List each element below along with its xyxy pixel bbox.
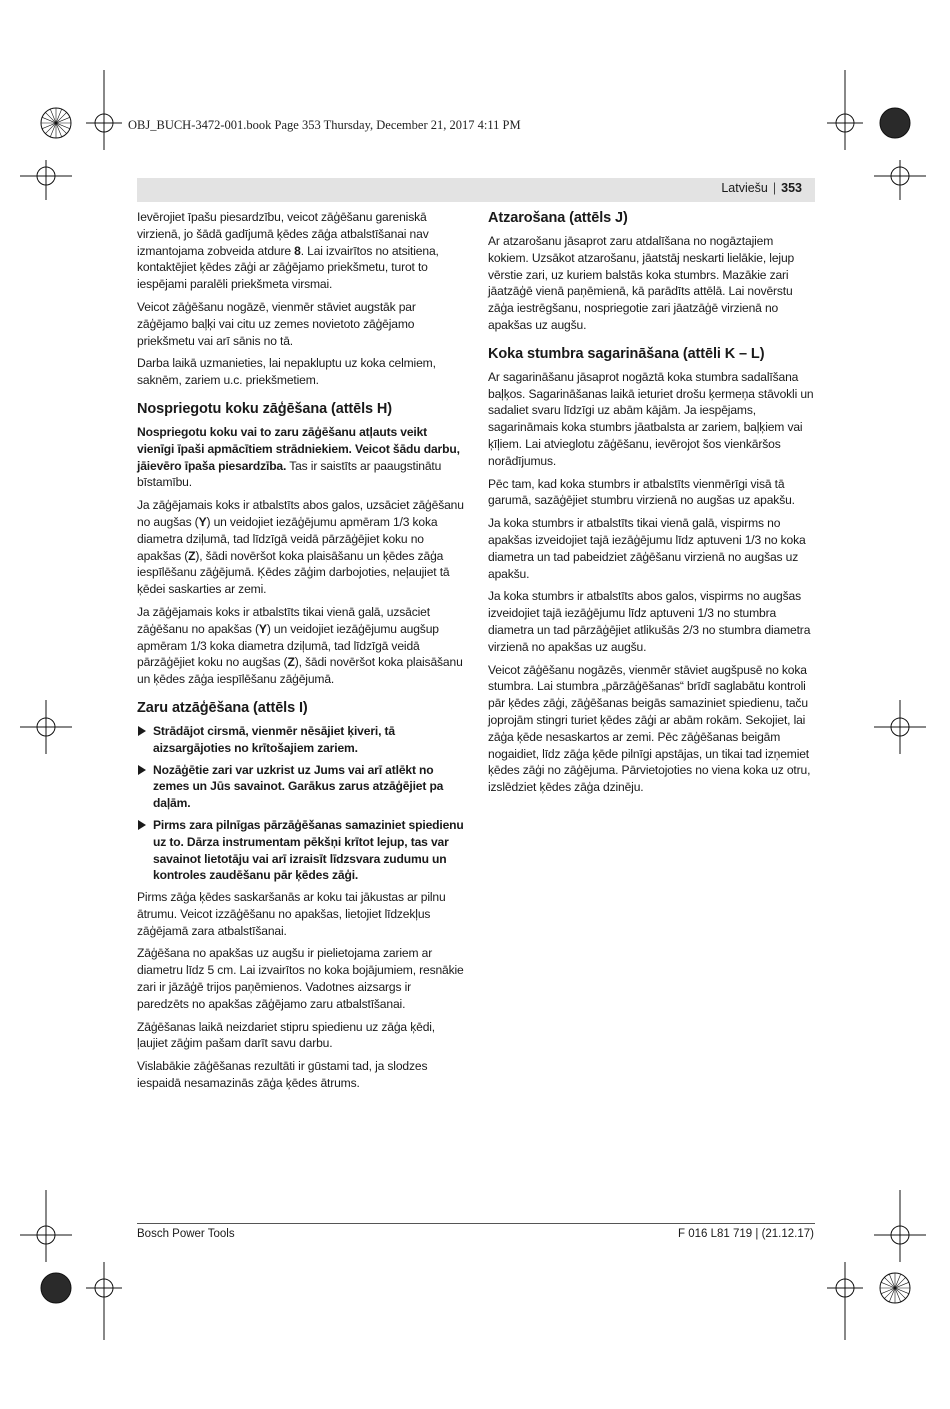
paragraph: Ar atzarošanu jāsaprot zaru atdalīšana no nogāztajiem kokiem. Uzsākot atzarošanu, jāatstāj neskarti lielākie, lejup vērstie zari, uz kuriem balstās koka stumbrs. Mazākie zari jāatzāģē vienā paņēmienā, kā parādīts attēlā. Lai novērstu zāģa iestrēgšanu, nospriegotie zari jāatzāģē virzienā no apakšas uz augšu.	[488, 234, 795, 332]
paragraph: Darba laikā uzmanieties, lai nepakluptu uz koka celmiem, saknēm, zariem u.c. priekšmetiem.	[137, 356, 436, 388]
paragraph: Vislabākie zāģēšanas rezultāti ir gūstami tad, ja slodzes iespaidā nesamazinās zāģa ķēdes ātrums.	[137, 1059, 428, 1091]
header-bar	[137, 178, 815, 202]
paragraph: Veicot zāģēšanu nogāzēs, vienmēr stāviet augšpusē no koka stumbra. Lai stumbra „pārzāģēšanas“ brīdī saglabātu kontroli pār ķēdes zāģi, zāģēšanas beigās samaziniet spiedienu, taču joprojām stingri turiet ķēdes zāģi ar abām rokām. Sekojiet, lai zāģa ķēde nesaskartos ar zemi. Pēc zāģēšanas beigām nogaidiet, līdz zāģa ķēde pilnīgi apstājas, un tikai tad izņemiet ķēdes zāģi no zāģējuma. Pārvietojoties no viena koka uz otru, izslēdziet ķēdes zāģa dzinēju.	[488, 662, 811, 795]
triangle-bullet-icon	[138, 765, 146, 775]
page-header: Latviešu | 353	[721, 181, 802, 195]
paragraph: Ja koka stumbrs ir atbalstīts abos galos, vispirms no augšas izveidojiet tajā iezāģējumu līdz aptuveni 1/3 no stumbra diametra un tad pārzāģējiet atlikušās 2/3 no stumbra diametra virzienā no apakšas uz augšu.	[488, 589, 811, 654]
list-item: Pirms zara pilnīgas pārzāģēšanas samaziniet spiedienu uz to. Dārza instrumentam pēkšņi krītot lejup, tas var savainot lietotāju vai arī izraisīt līdzsvara zudumu un kontroles zaudēšanu pār ķēdes zāģi.	[137, 817, 464, 884]
list-item: Strādājot cirsmā, vienmēr nēsājiet ķiveri, tā aizsargājoties no krītošajiem zariem.	[137, 723, 464, 757]
left-column	[137, 209, 464, 1098]
paragraph: Veicot zāģēšanu nogāzē, vienmēr stāviet augstāk par zāģējamo baļķi vai citu uz zemes novietoto zāģējamo priekšmetu vai arī sānis no tā.	[137, 299, 416, 348]
triangle-bullet-icon	[138, 820, 146, 830]
page-number: 353	[781, 181, 802, 195]
footer-brand: Bosch Power Tools	[137, 1228, 235, 1240]
header-language: Latviešu	[721, 181, 768, 195]
paragraph: Zāģēšana no apakšas uz augšu ir pielietojama zariem ar diametru līdz 5 cm. Lai izvairītos no koka bojājumiem, resnākie zari ir jāzāģē trijos paņēmienos. Vadotnes aizsargs ir paredzēts no apakšas zāģējamo zaru atbalstīšanai.	[137, 946, 464, 1011]
paragraph: Ja zāģējamais koks ir atbalstīts abos galos, uzsāciet zāģēšanu no augšas (Y) un veidojiet iezāģējumu apmēram 1/3 koka diametra dziļumā, tad līdzīgā veidā pārzāģējiet koku no apakšas (Z), šādi novēršot koka plaisāšanu un ķēdes zāģa iespīlēšanu zāģējumā. Ķēdes zāģim darbojoties, neļaujiet tā ķēdei saskarties ar zemi.	[137, 498, 464, 597]
paragraph: Zāģēšanas laikā neizdariet stipru spiedienu uz zāģa ķēdi, ļaujiet zāģim pašam darīt savu darbu.	[137, 1019, 436, 1051]
paragraph: Pirms zāģa ķēdes saskaršanās ar koku tai jākustas ar pilnu ātrumu. Veicot izzāģēšanu no apakšas, lietojiet līdzekļus zāģējamā zara atbalstīšanai.	[137, 890, 446, 938]
footer-rule	[137, 1223, 815, 1224]
print-slug: OBJ_BUCH-3472-001.book Page 353 Thursday, December 21, 2017 4:11 PM	[128, 118, 521, 132]
paragraph: Nospriegotu koku vai to zaru zāģēšanu atļauts veikt vienīgi īpaši apmācītiem strādniekiem. Veicot šādu darbu, jāievēro īpaša piesardzība. Tas ir saistīts ar paaugstinātu bīstamību.	[137, 424, 460, 490]
paragraph: Ja koka stumbrs ir atbalstīts tikai vienā galā, vispirms no apakšas izveidojiet tajā iezāģējumu līdz aptuveni 1/3 no koka diametra un tad pabeidziet zāģēšanu virzienā no augšas uz apakšu.	[488, 516, 806, 581]
footer-doc-id: F 016 L81 719 | (21.12.17)	[678, 1228, 814, 1240]
triangle-bullet-icon	[138, 726, 146, 736]
section-heading: Nospriegotu koku zāģēšana (attēls H)	[137, 400, 393, 417]
paragraph: Ievērojiet īpašu piesardzību, veicot zāģēšanu gareniskā virzienā, jo šādā gadījumā ķēdes zāģa atbalstīšanai nav izmantojama zobveida atdure 8. Lai izvairītos no atsitiena, kontaktējiet ķēdes zāģi ar zāģējamo priekšmetu, turot to iespējami paralēli priekšmeta virsmai.	[137, 210, 439, 292]
paragraph: Pēc tam, kad koka stumbrs ir atbalstīts vienmērīgi visā tā garumā, sazāģējiet stumbru virzienā no augšas uz apakšu.	[488, 476, 795, 508]
warning-list	[137, 723, 464, 884]
section-heading: Zaru atzāģēšana (attēls I)	[137, 699, 308, 716]
paragraph: Ar sagarināšanu jāsaprot nogāztā koka stumbra sadalīšana baļķos. Sagarināšanas laikā ieturiet drošu ķermeņa stāvokli un sadaliet svaru līdzīgi uz abām kājām. Ja iespējams, sagarināmais koka stumbrs jāatbalsta ar zariem, baļķiem vai ķīļiem. Lai atvieglotu zāģēšanu, ievērojot šos vienkāršos norādījumus.	[488, 369, 814, 468]
section-heading: Atzarošana (attēls J)	[488, 210, 628, 226]
right-column	[488, 209, 815, 802]
paragraph: Ja zāģējamais koks ir atbalstīts tikai vienā galā, uzsāciet zāģēšanu no apakšas (Y) un veidojiet iezāģējumu augšup apmēram 1/3 koka diametra dziļumā, tad līdzīgā veidā pārzāģējiet koku no augšas (Z), šādi novēršot koka plaisāšanu un ķēdes zāģa iespīlēšanu zāģējumā.	[137, 604, 463, 687]
list-item: Nozāģētie zari var uzkrist uz Jums vai arī atlēkt no zemes un Jūs savainot. Garākus zarus atzāģējiet pa daļām.	[137, 762, 464, 812]
section-heading: Koka stumbra sagarināšana (attēli K – L)	[488, 345, 765, 362]
